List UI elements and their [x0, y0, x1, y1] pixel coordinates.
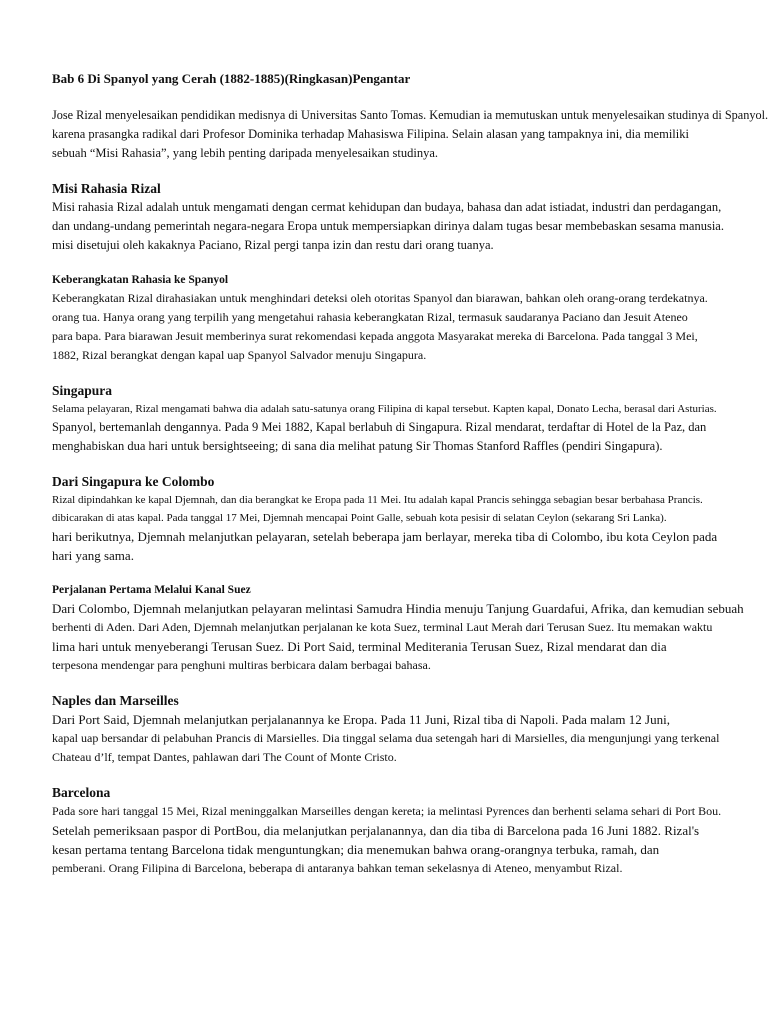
paragraph-line: orang tua. Hanya orang yang terpilih yang mengetahui rahasia keberangkatan Rizal, termasuk saudaranya Paciano dan Jesuit Ateneo [52, 310, 688, 324]
document-title: Bab 6 Di Spanyol yang Cerah (1882-1885)(Ringkasan)Pengantar [52, 71, 411, 86]
paragraph-line: Pada sore hari tanggal 15 Mei, Rizal meninggalkan Marseilles dengan kereta; ia melintasi Pyrences dan berhenti selama sehari di Port Bou. [52, 804, 722, 818]
section-kanal-suez [52, 582, 768, 675]
paragraph-line: dan undang-undang pemerintah negara-negara Eropa untuk mempersiapkan dirinya dalam tugas besar membebaskan sesama manusia. [52, 219, 724, 233]
paragraph-line: Rizal dipindahkan ke kapal Djemnah, dan dia berangkat ke Eropa pada 11 Mei. Itu adalah kapal Prancis sehingga sebagian besar berbahasa Prancis. [52, 494, 703, 506]
paragraph-line: kesan pertama tentang Barcelona tidak menguntungkan; dia menemukan bahwa orang-orangnya terbuka, ramah, dan [52, 842, 660, 857]
section-heading: Dari Singapura ke Colombo [52, 474, 215, 489]
paragraph-line: Spanyol, bertemanlah dengannya. Pada 9 Mei 1882, Kapal berlabuh di Singapura. Rizal mendarat, terdaftar di Hotel de la Paz, dan [52, 420, 707, 434]
paragraph-line: terpesona mendengar para penghuni multiras berbicara dalam berbagai bahasa. [52, 658, 431, 672]
section-singapura [52, 382, 768, 456]
paragraph-line: Selama pelayaran, Rizal mengamati bahwa dia adalah satu-satunya orang Filipina di kapal tersebut. Kapten kapal, Donato Lecha, berasal dari Asturias. [52, 403, 717, 415]
paragraph-line: para bapa. Para biarawan Jesuit memberinya surat rekomendasi kepada anggota Masyarakat mereka di Barcelona. Pada tanggal 3 Mei, [52, 329, 698, 343]
paragraph-line: Chateau d’lf, tempat Dantes, pahlawan dari The Count of Monte Cristo. [52, 750, 397, 764]
paragraph-line: Dari Colombo, Djemnah melanjutkan pelayaran melintasi Samudra Hindia menuju Tanjung Guardafui, Afrika, dan kemudian sebuah [52, 601, 744, 616]
paragraph-line: lima hari untuk menyeberangi Terusan Suez. Di Port Said, terminal Mediterania Terusan Suez, Rizal mendarat dan dia [52, 639, 667, 654]
section-barcelona [52, 784, 768, 878]
intro-paragraph [52, 106, 768, 163]
paragraph-line: Misi rahasia Rizal adalah untuk mengamati dengan cermat kehidupan dan budaya, bahasa dan adat istiadat, industri dan perdagangan, [52, 200, 722, 214]
section-misi-rahasia [52, 180, 768, 255]
paragraph-line: Jose Rizal menyelesaikan pendidikan medisnya di Universitas Santo Tomas. Kemudian ia memutuskan untuk menyelesaikan studinya di Spanyol. [52, 108, 768, 122]
paragraph-line: dibicarakan di atas kapal. Pada tanggal 17 Mei, Djemnah mencapai Point Galle, sebuah kota pesisir di selatan Ceylon (sekarang Sri Lanka). [52, 512, 667, 524]
paragraph-line: hari yang sama. [52, 548, 134, 563]
section-singapura-colombo [52, 473, 768, 565]
section-heading: Barcelona [52, 785, 111, 800]
paragraph-line: Keberangkatan Rizal dirahasiakan untuk menghindari deteksi oleh otoritas Spanyol dan biarawan, bahkan oleh orang-orang terdekatnya. [52, 291, 708, 305]
paragraph-line: kapal uap bersandar di pelabuhan Prancis di Marsielles. Dia tinggal selama dua setengah hari di Marsielles, dia mengunjungi yang terkenal [52, 731, 720, 745]
paragraph-line: 1882, Rizal berangkat dengan kapal uap Spanyol Salvador menuju Singapura. [52, 348, 427, 362]
paragraph-line: Setelah pemeriksaan paspor di PortBou, dia melanjutkan perjalanannya, dan dia tiba di Barcelona pada 16 Juni 1882. Rizal's [52, 823, 700, 838]
section-heading: Naples dan Marseilles [52, 693, 179, 708]
section-naples-marseilles [52, 692, 768, 767]
paragraph-line: sebuah “Misi Rahasia”, yang lebih penting daripada menyelesaikan studinya. [52, 146, 438, 160]
paragraph-line: Dari Port Said, Djemnah melanjutkan perjalanannya ke Eropa. Pada 11 Juni, Rizal tiba di Napoli. Pada malam 12 Juni, [52, 712, 670, 727]
paragraph-line: berhenti di Aden. Dari Aden, Djemnah melanjutkan perjalanan ke kota Suez, terminal Laut Merah dari Terusan Suez. Itu memakan waktu [52, 620, 713, 634]
paragraph-line: pemberani. Orang Filipina di Barcelona, beberapa di antaranya bahkan teman sekelasnya di Ateneo, menyambut Rizal. [52, 861, 623, 875]
section-heading: Keberangkatan Rahasia ke Spanyol [52, 274, 229, 286]
document-page [52, 70, 768, 895]
paragraph-line: misi disetujui oleh kakaknya Paciano, Rizal pergi tanpa izin dan restu dari orang tuanya. [52, 238, 494, 252]
section-heading: Misi Rahasia Rizal [52, 181, 161, 196]
paragraph-line: karena prasangka radikal dari Profesor Dominika terhadap Mahasiswa Filipina. Selain alasan yang tampaknya ini, dia memiliki [52, 127, 689, 141]
section-heading: Singapura [52, 383, 113, 398]
section-heading: Perjalanan Pertama Melalui Kanal Suez [52, 584, 251, 596]
paragraph-line: menghabiskan dua hari untuk bersightseeing; di sana dia melihat patung Sir Thomas Stanford Raffles (pendiri Singapura). [52, 439, 663, 453]
paragraph-line: hari berikutnya, Djemnah melanjutkan pelayaran, setelah beberapa jam berlayar, mereka tiba di Colombo, ibu kota Ceylon pada [52, 529, 718, 544]
section-keberangkatan [52, 272, 768, 365]
